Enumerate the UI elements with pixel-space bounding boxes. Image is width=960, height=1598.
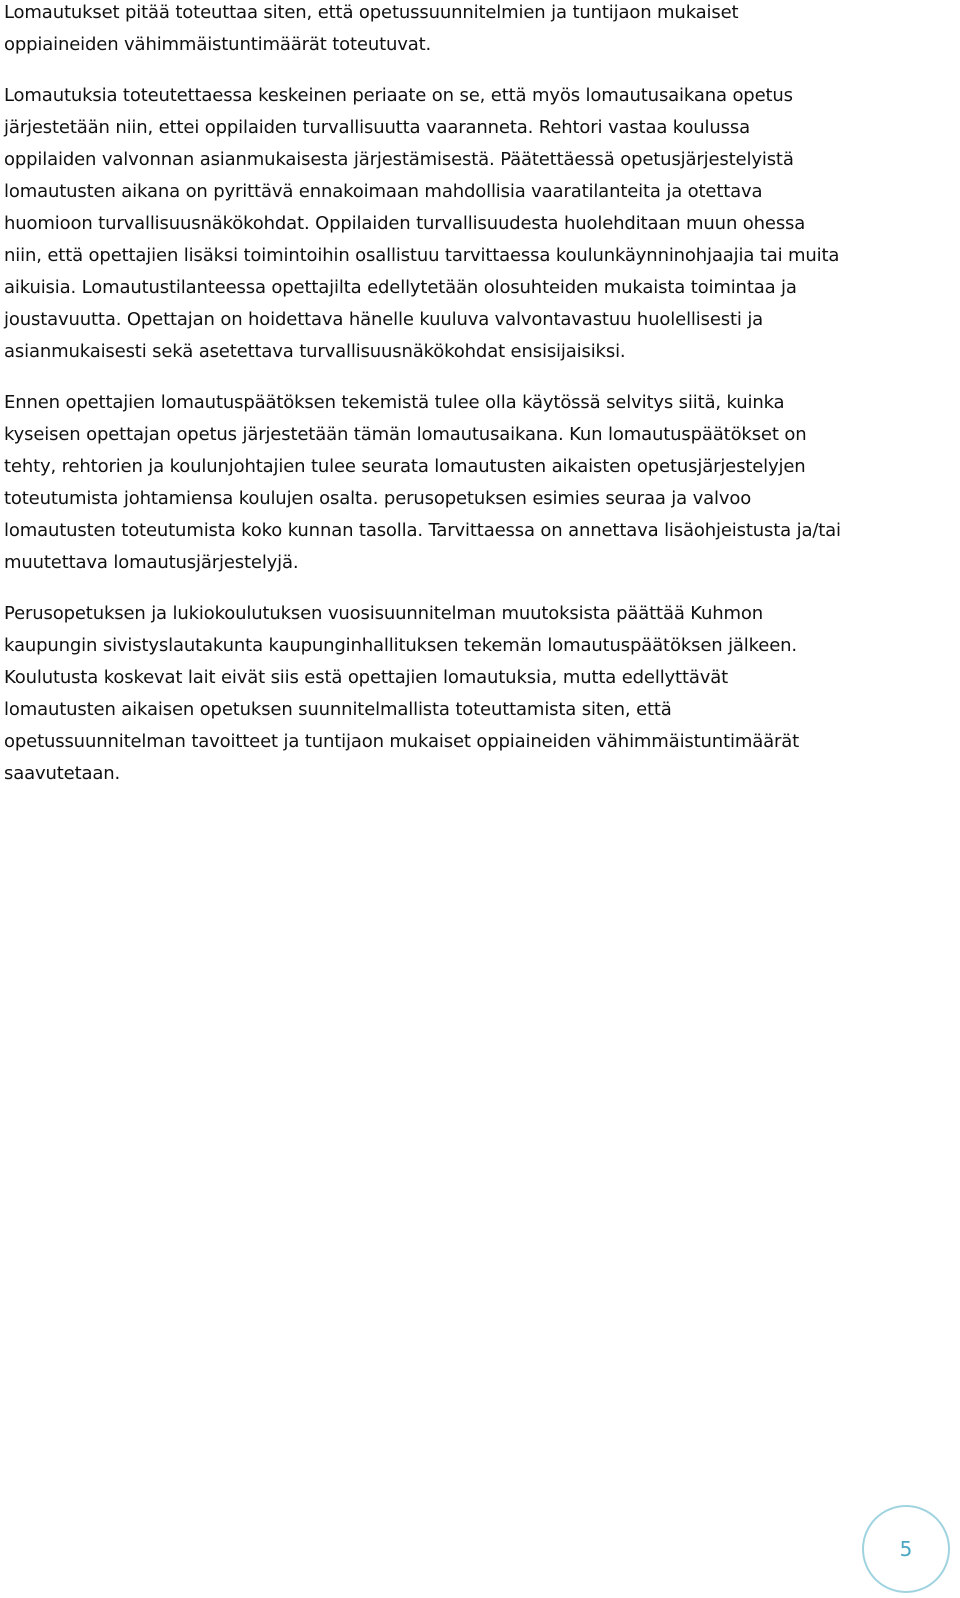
document-page bbox=[4, 0, 844, 790]
sentence: Perusopetuksen ja lukiokoulutuksen vuosisuunnitelman muutoksista päättää Kuhmon kaupungin sivistyslautakunta kaupunginhallituksen tekemän lomautuspäätöksen jälkeen. bbox=[4, 603, 797, 656]
sentence: Opettajan on hoidettava hänelle kuuluva valvontavastuu huolellisesti ja asianmukaisesti sekä asetettava turvallisuusnäkökohdat ensisijaisiksi. bbox=[4, 309, 764, 362]
page-number: 5 bbox=[899, 1537, 913, 1561]
sentence: Oppilaiden turvallisuudesta huolehditaan muun ohessa niin, että opettajien lisäksi toimintoihin osallistuu tarvittaessa koulunkäynninohjaajia tai muita aikuisia. bbox=[4, 213, 840, 298]
paragraph-3 bbox=[4, 387, 844, 579]
sentence: Lomautuksia toteutettaessa keskeinen periaate on se, että myös lomautusaikana opetus järjestetään niin, ettei oppilaiden turvallisuutta vaaranneta. bbox=[4, 85, 793, 138]
sentence: Lomautukset pitää toteuttaa siten, että opetussuunnitelmien ja tuntijaon mukaiset oppiaineiden vähimmäistuntimäärät toteutuvat. bbox=[4, 2, 739, 55]
sentence: Ennen opettajien lomautuspäätöksen tekemistä tulee olla käytössä selvitys siitä, kuinka kyseisen opettajan opetus järjestetään tämän lomautusaikana. bbox=[4, 392, 785, 445]
paragraph-2 bbox=[4, 80, 844, 368]
sentence: Päätettäessä opetusjärjestelyistä lomautusten aikana on pyrittävä ennakoimaan mahdollisia vaaratilanteita ja otettava huomioon turvallisuusnäkökohdat. bbox=[4, 149, 794, 234]
sentence: Kun lomautuspäätökset on tehty, rehtorien ja koulunjohtajien tulee seurata lomautusten aikaisten opetusjärjestelyjen toteutumista johtamiensa koulujen osalta. bbox=[4, 424, 807, 509]
sentence: Tarvittaessa on annettava lisäohjeistusta ja/tai muutettava lomautusjärjestelyjä. bbox=[4, 520, 841, 573]
sentence: Koulutusta koskevat lait eivät siis estä opettajien lomautuksia, mutta edellyttävät lomautusten aikaisen opetuksen suunnitelmallista toteuttamista siten, että opetussuunnitelman tavoitteet ja tuntijaon mukaiset oppiaineiden vähimmäistuntimäärät saavutetaan. bbox=[4, 667, 800, 784]
sentence: Lomautustilanteessa opettajilta edellytetään olosuhteiden mukaista toimintaa ja joustavuutta. bbox=[4, 277, 797, 330]
paragraph-4 bbox=[4, 598, 844, 790]
sentence: perusopetuksen esimies seuraa ja valvoo lomautusten toteutumista koko kunnan tasolla. bbox=[4, 488, 752, 541]
sentence: Rehtori vastaa koulussa oppilaiden valvonnan asianmukaisesta järjestämisestä. bbox=[4, 117, 750, 170]
paragraph-1 bbox=[4, 0, 844, 61]
page-number-badge bbox=[862, 1505, 950, 1593]
